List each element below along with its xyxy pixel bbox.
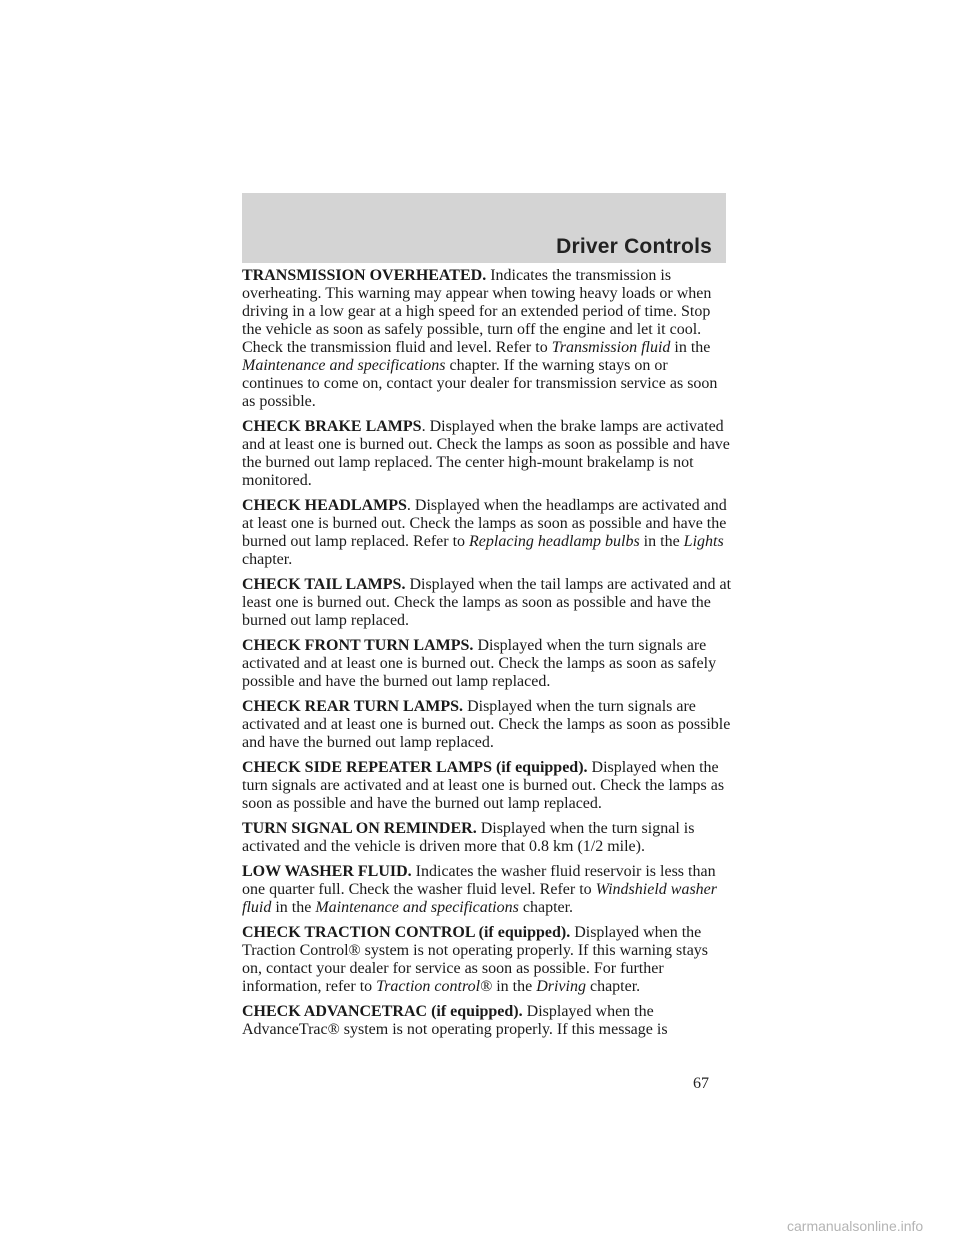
page-number: 67 [693, 1075, 709, 1092]
entry-text: Displayed when the tail lamps are activated and at least one is burned out. Check the lamps as soon as possible and have the burned out lamp replaced. [242, 576, 732, 629]
chapter-header-band [242, 193, 726, 263]
entry-text: Displayed when the turn signal is activated and the vehicle is driven more that 0.8 km (1/2 mile). [242, 820, 695, 855]
entry-text: Indicates the transmission is overheating. This warning may appear when towing heavy loads or when driving in a low gear at a high speed for an extended period of time. Stop the vehicle as soon as safely possible, turn off the engine and let it cool. Check the transmission fluid and level. Refer to [242, 267, 712, 356]
entry-text: . Displayed when the brake lamps are activated and at least one is burned out. Check the lamps as soon as possible and have the burned out lamp replaced. The center high-mount brakelamp is not monitored. [242, 418, 730, 489]
cross-reference-chapter: Lights [683, 533, 724, 550]
chapter-title: Driver Controls [556, 235, 712, 258]
entry-text: Displayed when the turn signals are activated and at least one is burned out. Check the lamps as soon as safely possible and have the burned out lamp replaced. [242, 637, 717, 690]
entry-text: Displayed when the turn signals are activated and at least one is burned out. Check the lamps as soon as possible and have the burned out lamp replaced. [242, 698, 731, 751]
entry-term: TRANSMISSION OVERHEATED. [242, 267, 487, 284]
entry-check-front-turn-lamps [242, 637, 732, 691]
cross-reference: Traction control® [376, 978, 493, 995]
entry-text: Displayed when the turn signals are activated and at least one is burned out. Check the lamps as soon as possible and have the burned out lamp replaced. [242, 759, 725, 812]
cross-reference: Transmission fluid [551, 339, 671, 356]
entry-term: CHECK ADVANCETRAC (if equipped). [242, 1003, 523, 1020]
entry-term: CHECK SIDE REPEATER LAMPS (if equipped). [242, 759, 588, 776]
entry-check-brake-lamps [242, 418, 732, 490]
entry-check-traction-control [242, 924, 732, 996]
entry-text: chapter. [242, 551, 293, 568]
entry-text: in the [674, 339, 711, 356]
entry-check-side-repeater-lamps [242, 759, 732, 813]
cross-reference: Replacing headlamp bulbs [469, 533, 640, 550]
entry-check-headlamps [242, 497, 732, 569]
entry-text: Displayed when the Traction Control® system is not operating properly. If this warning stays on, contact your dealer for service as soon as possible. For further information, refer to [242, 924, 709, 995]
entry-check-rear-turn-lamps [242, 698, 732, 752]
cross-reference-chapter: Maintenance and specifications [242, 357, 446, 374]
entry-text: in the [275, 899, 312, 916]
warning-message-list [242, 267, 732, 1046]
entry-term: LOW WASHER FLUID. [242, 863, 412, 880]
entry-text: chapter. If the warning stays on or continues to come on, contact your dealer for transmission service as soon as possible. [242, 357, 718, 410]
entry-term: CHECK FRONT TURN LAMPS. [242, 637, 474, 654]
cross-reference-chapter: Driving [536, 978, 586, 995]
cross-reference-chapter: Maintenance and specifications [315, 899, 519, 916]
entry-low-washer-fluid [242, 863, 732, 917]
entry-term: CHECK REAR TURN LAMPS. [242, 698, 464, 715]
entry-term: CHECK TAIL LAMPS. [242, 576, 406, 593]
entry-turn-signal-on-reminder [242, 820, 732, 856]
entry-term: CHECK BRAKE LAMPS [242, 418, 422, 435]
entry-text: in the [496, 978, 533, 995]
cross-reference: Windshield washer fluid [242, 881, 717, 916]
entry-text: chapter. [522, 899, 574, 916]
entry-check-tail-lamps [242, 576, 732, 630]
entry-text: . Displayed when the headlamps are activated and at least one is burned out. Check the lamps as soon as possible and have the burned out lamp replaced. Refer to [242, 497, 727, 550]
watermark: carmanualsonline.info [787, 1218, 924, 1234]
entry-text: Displayed when the AdvanceTrac® system is not operating properly. If this message is [242, 1003, 668, 1038]
entry-term: CHECK TRACTION CONTROL (if equipped). [242, 924, 571, 941]
entry-text: chapter. [589, 978, 641, 995]
entry-text: Indicates the washer fluid reservoir is less than one quarter full. Check the washer fluid level. Refer to [242, 863, 716, 898]
entry-check-advancetrac [242, 1003, 732, 1039]
entry-term: CHECK HEADLAMPS [242, 497, 407, 514]
entry-term: TURN SIGNAL ON REMINDER. [242, 820, 477, 837]
entry-text: in the [643, 533, 680, 550]
entry-transmission-overheated [242, 267, 732, 411]
